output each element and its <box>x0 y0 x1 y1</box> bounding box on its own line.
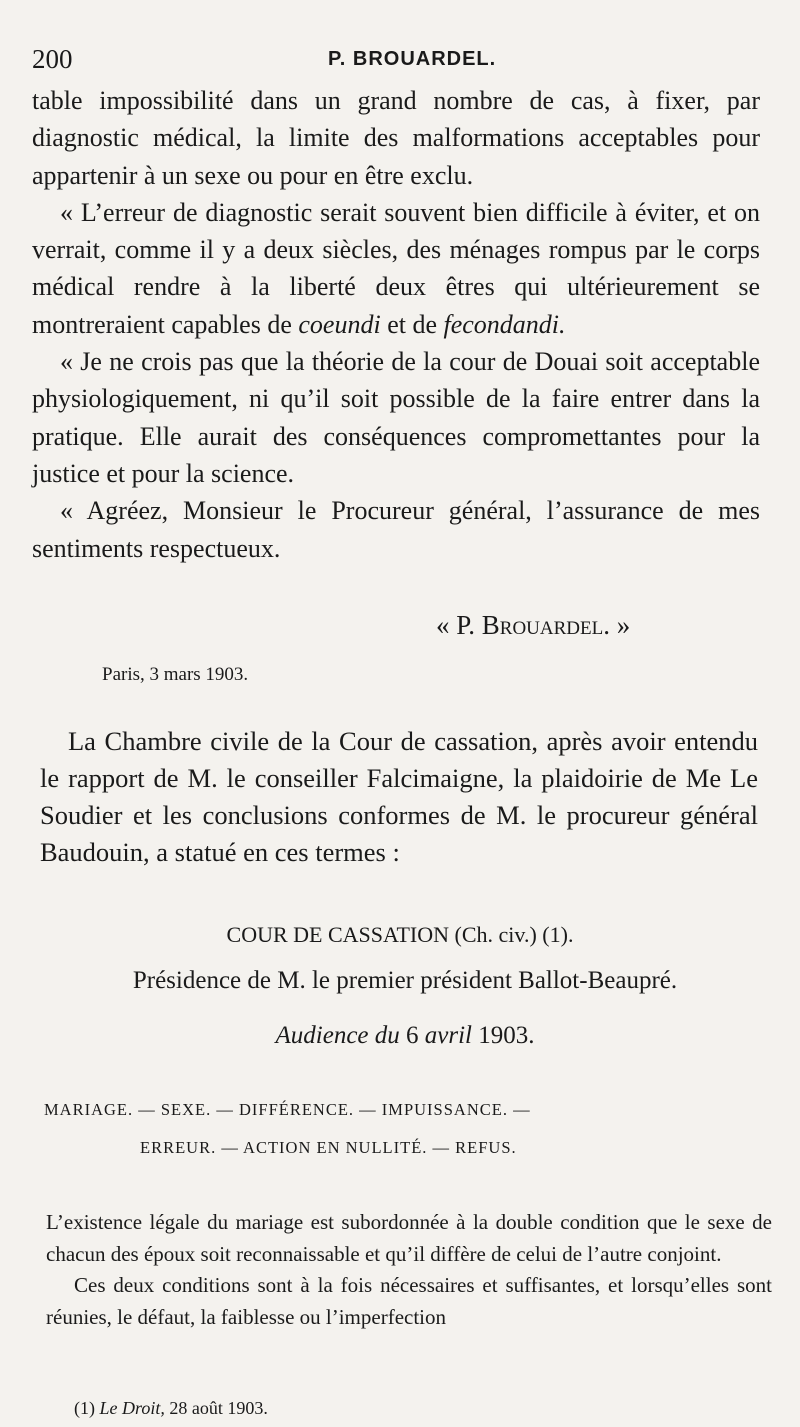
audience-prefix: Audience du <box>275 1022 400 1049</box>
audience-line <box>0 1022 800 1050</box>
summary-paragraph-1: L’existence légale du mariage est subordonnée à la double condition que le sexe de chacun des époux soit reconnaissable et qu’il diffère de celui de l’autre conjoint. <box>46 1210 772 1266</box>
audience-year: 1903. <box>478 1022 535 1049</box>
footnote <box>74 1398 268 1419</box>
letter-signature: « P. Brouardel. » <box>436 610 631 640</box>
latin-term-fecondandi: fecondandi. <box>443 309 566 339</box>
letter-paragraph-1: table impossibilité dans un grand nombre de cas, à fixer, par diagnostic médical, la limite des malformations acceptables pour appartenir à un sexe ou pour en être exclu. <box>32 86 760 190</box>
letter-body <box>32 82 760 567</box>
letter-paragraph-4: « Agréez, Monsieur le Procureur général, l’assurance de mes sentiments respectueux. <box>32 496 760 563</box>
footnote-marker: (1) <box>74 1398 95 1418</box>
letter-paragraph-3: « Je ne crois pas que la théorie de la cour de Douai soit acceptable physiologiquement, ni qu’il soit possible de la faire entrer dans la pratique. Elle aurait des conséquences compromettantes pour la justice et pour la science. <box>32 347 760 488</box>
page-number: 200 <box>32 44 73 74</box>
footnote-date: 28 août 1903. <box>169 1398 268 1418</box>
keywords-line-1: MARIAGE. — SEXE. — DIFFÉRENCE. — IMPUISSANCE. — <box>44 1100 531 1119</box>
court-heading: COUR DE CASSATION (Ch. civ.) (1). <box>226 922 574 947</box>
keywords-line-2: ERREUR. — ACTION EN NULLITÉ. — REFUS. <box>140 1138 517 1157</box>
letter-paragraph-2 <box>32 194 760 343</box>
audience-day: 6 <box>406 1022 419 1049</box>
place-date: Paris, 3 mars 1903. <box>102 664 249 685</box>
letter-paragraph-2-text: « L’erreur de diagnostic serait souvent bien difficile à éviter, et on verrait, comme il y a deux siècles, des ménages rompus par le corps médical rendre à la liberté deux êtres qui ultérieurement se montreraient capables de <box>32 197 760 339</box>
summary-section <box>46 1207 772 1333</box>
presidency-line: Présidence de M. le premier président Ballot-Beaupré. <box>132 967 678 994</box>
letter-paragraph-2-joiner: et de <box>380 309 444 339</box>
page-header <box>32 44 768 80</box>
chamber-paragraph: La Chambre civile de la Cour de cassation, après avoir entendu le rapport de M. le conseiller Falcimaigne, la plaidoirie de Me Le Soudier et les conclusions conformes de M. le procureur général Baudouin, a statué en ces termes : <box>40 726 758 867</box>
chamber-section <box>40 723 758 871</box>
summary-paragraph-2: Ces deux conditions sont à la fois nécessaires et suffisantes, et lorsqu’elles sont réunies, le défaut, la faiblesse ou l’imperfection <box>46 1273 772 1329</box>
latin-term-coeundi: coeundi <box>298 309 381 339</box>
footnote-source: Le Droit, <box>99 1398 165 1418</box>
audience-month: avril <box>424 1022 472 1049</box>
running-head: P. BROUARDEL. <box>328 48 497 70</box>
